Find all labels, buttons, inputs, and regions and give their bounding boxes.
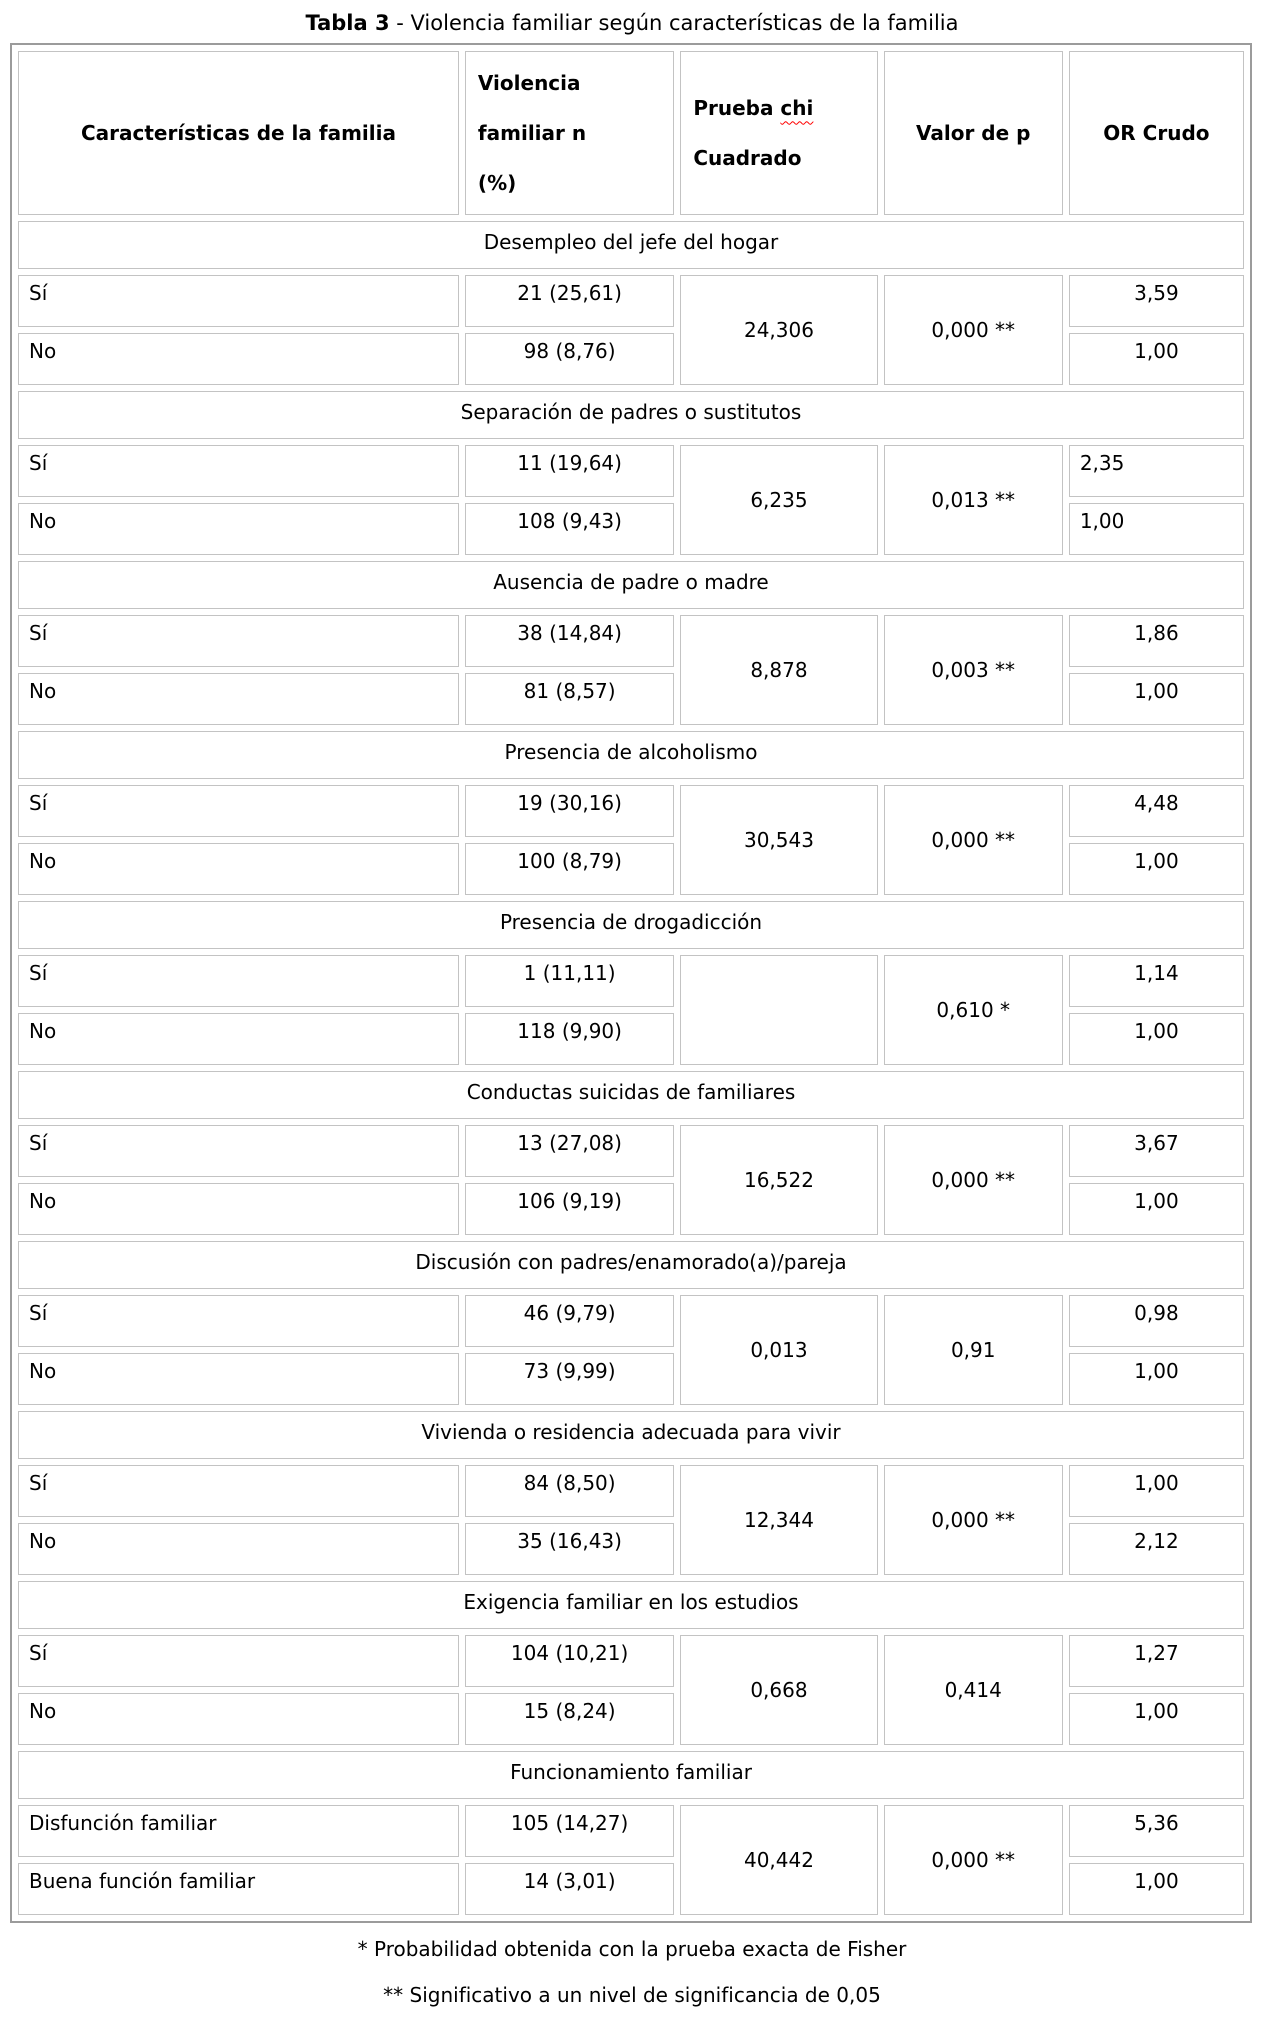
crude-or-cell: 2,35: [1069, 445, 1244, 497]
crude-or-cell: 0,98: [1069, 1295, 1244, 1347]
row-label-cell: Sí: [18, 1465, 459, 1517]
crude-or-cell: 1,00: [1069, 503, 1244, 555]
crude-or-cell: 1,00: [1069, 1013, 1244, 1065]
section-title-cell: Separación de padres o sustitutos: [18, 391, 1244, 439]
crude-or-cell: 1,00: [1069, 1353, 1244, 1405]
data-row: [18, 1805, 1244, 1857]
crude-or-cell: 1,00: [1069, 1183, 1244, 1235]
data-row: [18, 1295, 1244, 1347]
n-percent-cell: 15 (8,24): [465, 1693, 674, 1745]
section-header-row: [18, 731, 1244, 779]
section-header-row: [18, 561, 1244, 609]
n-percent-cell: 19 (30,16): [465, 785, 674, 837]
section-header-row: [18, 1071, 1244, 1119]
p-value-cell: 0,013 **: [884, 445, 1063, 555]
crude-or-cell: 1,86: [1069, 615, 1244, 667]
p-value-cell: 0,91: [884, 1295, 1063, 1405]
p-value-cell: 0,610 *: [884, 955, 1063, 1065]
crude-or-cell: 2,12: [1069, 1523, 1244, 1575]
crude-or-cell: 4,48: [1069, 785, 1244, 837]
section-header-row: [18, 1411, 1244, 1459]
section-title-cell: Exigencia familiar en los estudios: [18, 1581, 1244, 1629]
p-value-cell: 0,414: [884, 1635, 1063, 1745]
chi-square-cell: 0,013: [680, 1295, 877, 1405]
data-row: [18, 1635, 1244, 1687]
crude-or-cell: 1,00: [1069, 673, 1244, 725]
row-label-cell: No: [18, 1523, 459, 1575]
chi-square-cell: 0,668: [680, 1635, 877, 1745]
data-row: [18, 445, 1244, 497]
section-title-cell: Conductas suicidas de familiares: [18, 1071, 1244, 1119]
chi-square-cell: 12,344: [680, 1465, 877, 1575]
table-title-text: - Violencia familiar según características de la familia: [389, 11, 959, 35]
n-percent-cell: 105 (14,27): [465, 1805, 674, 1857]
section-header-row: [18, 221, 1244, 269]
n-percent-cell: 11 (19,64): [465, 445, 674, 497]
section-header-row: [18, 901, 1244, 949]
crude-or-cell: 5,36: [1069, 1805, 1244, 1857]
section-title-cell: Funcionamiento familiar: [18, 1751, 1244, 1799]
row-label-cell: Sí: [18, 1125, 459, 1177]
section-title-cell: Vivienda o residencia adecuada para vivir: [18, 1411, 1244, 1459]
row-label-cell: Sí: [18, 955, 459, 1007]
chi-square-cell: 6,235: [680, 445, 877, 555]
section-title-cell: Desempleo del jefe del hogar: [18, 221, 1244, 269]
p-value-cell: 0,000 **: [884, 1125, 1063, 1235]
row-label-cell: Buena función familiar: [18, 1863, 459, 1915]
n-percent-cell: 73 (9,99): [465, 1353, 674, 1405]
crude-or-cell: 1,00: [1069, 1465, 1244, 1517]
crude-or-cell: 3,59: [1069, 275, 1244, 327]
data-row: [18, 615, 1244, 667]
chi-square-cell: 40,442: [680, 1805, 877, 1915]
n-percent-cell: 21 (25,61): [465, 275, 674, 327]
n-percent-cell: 13 (27,08): [465, 1125, 674, 1177]
row-label-cell: No: [18, 1693, 459, 1745]
data-row: [18, 1465, 1244, 1517]
footnote-fisher: * Probabilidad obtenida con la prueba exacta de Fisher: [357, 1937, 907, 1962]
section-title-cell: Discusión con padres/enamorado(a)/pareja: [18, 1241, 1244, 1289]
data-row: [18, 955, 1244, 1007]
section-header-row: [18, 1751, 1244, 1799]
data-row: [18, 1125, 1244, 1177]
n-percent-cell: 81 (8,57): [465, 673, 674, 725]
row-label-cell: No: [18, 1183, 459, 1235]
chi-square-cell: 24,306: [680, 275, 877, 385]
chi-square-cell: 8,878: [680, 615, 877, 725]
section-header-row: [18, 1581, 1244, 1629]
p-value-cell: 0,003 **: [884, 615, 1063, 725]
header-p-value: Valor de p: [884, 51, 1063, 215]
data-row: [18, 785, 1244, 837]
chi-square-cell: [680, 955, 877, 1065]
row-label-cell: Sí: [18, 1295, 459, 1347]
n-percent-cell: 14 (3,01): [465, 1863, 674, 1915]
row-label-cell: No: [18, 503, 459, 555]
row-label-cell: Sí: [18, 275, 459, 327]
row-label-cell: Sí: [18, 785, 459, 837]
row-label-cell: No: [18, 1353, 459, 1405]
footnote-significance: ** Significativo a un nivel de significancia de 0,05: [383, 1983, 881, 2008]
statistics-table: [10, 43, 1252, 1923]
row-label-cell: No: [18, 673, 459, 725]
section-header-row: [18, 391, 1244, 439]
crude-or-cell: 1,00: [1069, 333, 1244, 385]
header-chi-square-test: Prueba chi Cuadrado: [680, 51, 877, 215]
header-characteristics: Características de la familia: [18, 51, 459, 215]
row-label-cell: No: [18, 843, 459, 895]
table-number-label: Tabla 3: [305, 11, 390, 35]
n-percent-cell: 100 (8,79): [465, 843, 674, 895]
section-header-row: [18, 1241, 1244, 1289]
page-title: [12, 10, 1252, 37]
n-percent-cell: 84 (8,50): [465, 1465, 674, 1517]
header-violence-n-pct: Violencia familiar n (%): [465, 51, 674, 215]
crude-or-cell: 3,67: [1069, 1125, 1244, 1177]
crude-or-cell: 1,00: [1069, 843, 1244, 895]
section-title-cell: Presencia de drogadicción: [18, 901, 1244, 949]
n-percent-cell: 98 (8,76): [465, 333, 674, 385]
n-percent-cell: 46 (9,79): [465, 1295, 674, 1347]
data-row: [18, 275, 1244, 327]
row-label-cell: No: [18, 1013, 459, 1065]
header-crude-or: OR Crudo: [1069, 51, 1244, 215]
row-label-cell: Sí: [18, 445, 459, 497]
n-percent-cell: 118 (9,90): [465, 1013, 674, 1065]
row-label-cell: Sí: [18, 1635, 459, 1687]
spellcheck-underlined-word: chi: [780, 96, 814, 121]
crude-or-cell: 1,27: [1069, 1635, 1244, 1687]
n-percent-cell: 35 (16,43): [465, 1523, 674, 1575]
crude-or-cell: 1,00: [1069, 1863, 1244, 1915]
n-percent-cell: 104 (10,21): [465, 1635, 674, 1687]
n-percent-cell: 38 (14,84): [465, 615, 674, 667]
chi-square-cell: 16,522: [680, 1125, 877, 1235]
table-body: [18, 221, 1244, 1915]
n-percent-cell: 108 (9,43): [465, 503, 674, 555]
chi-square-cell: 30,543: [680, 785, 877, 895]
p-value-cell: 0,000 **: [884, 1805, 1063, 1915]
section-title-cell: Presencia de alcoholismo: [18, 731, 1244, 779]
n-percent-cell: 106 (9,19): [465, 1183, 674, 1235]
p-value-cell: 0,000 **: [884, 1465, 1063, 1575]
p-value-cell: 0,000 **: [884, 785, 1063, 895]
row-label-cell: Sí: [18, 615, 459, 667]
n-percent-cell: 1 (11,11): [465, 955, 674, 1007]
section-title-cell: Ausencia de padre o madre: [18, 561, 1244, 609]
table-header: [18, 51, 1244, 215]
p-value-cell: 0,000 **: [884, 275, 1063, 385]
row-label-cell: No: [18, 333, 459, 385]
crude-or-cell: 1,00: [1069, 1693, 1244, 1745]
crude-or-cell: 1,14: [1069, 955, 1244, 1007]
row-label-cell: Disfunción familiar: [18, 1805, 459, 1857]
